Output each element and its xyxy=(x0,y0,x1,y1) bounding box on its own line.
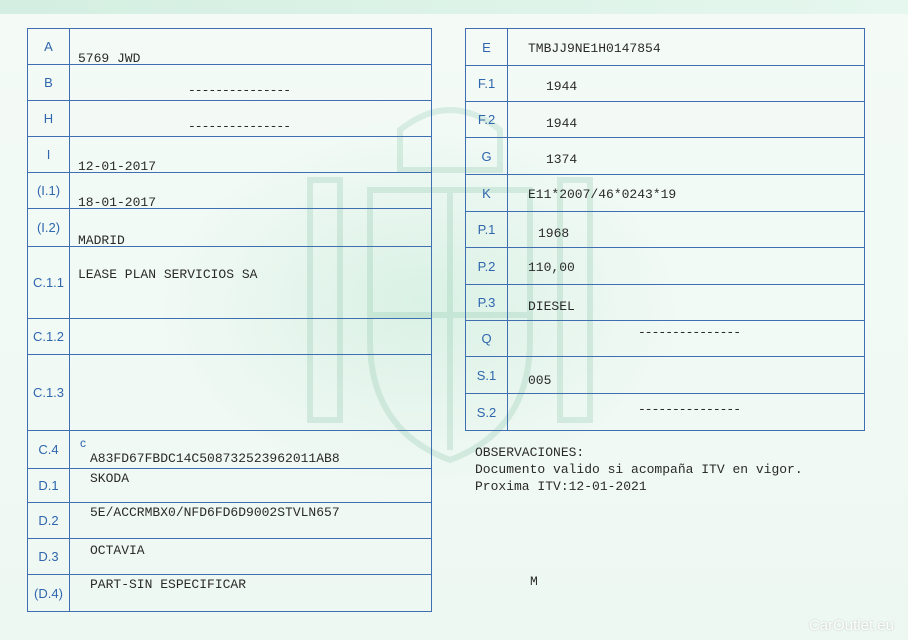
row-i xyxy=(28,137,431,173)
field-code: S.2 xyxy=(466,394,508,430)
row-c13 xyxy=(28,355,431,431)
field-value-type: 5E/ACCRMBX0/NFD6FD6D9002STVLN657 xyxy=(90,505,340,520)
row-e xyxy=(466,29,864,66)
row-d3 xyxy=(28,539,431,575)
observations-line: Proxima ITV:12-01-2021 xyxy=(475,479,647,494)
field-value-fuel: DIESEL xyxy=(528,299,575,314)
row-g xyxy=(466,138,864,175)
field-value-model: OCTAVIA xyxy=(90,543,145,558)
field-value-registration-date: 12-01-2017 xyxy=(78,159,157,174)
field-code: C.1.3 xyxy=(28,355,70,430)
row-c12 xyxy=(28,319,431,355)
field-code: D.2 xyxy=(28,503,70,538)
row-p1 xyxy=(466,212,864,248)
field-value-city: MADRID xyxy=(78,233,125,248)
field-value-vin: TMBJJ9NE1H0147854 xyxy=(528,41,661,56)
observations-block xyxy=(475,444,803,495)
row-q xyxy=(466,321,864,357)
field-code: D.3 xyxy=(28,539,70,574)
field-code: C.1.2 xyxy=(28,319,70,354)
mark-letter: M xyxy=(530,574,538,589)
field-value-holder: LEASE PLAN SERVICIOS SA xyxy=(78,267,258,282)
row-k xyxy=(466,175,864,212)
field-code: C.4 xyxy=(28,431,70,468)
field-code: S.1 xyxy=(466,357,508,393)
observations-line: Documento valido si acompaña ITV en vigor. xyxy=(475,462,803,477)
field-value-seats: 005 xyxy=(528,373,552,388)
field-value-mass: 1944 xyxy=(546,79,578,94)
field-value-commercial-name: PART-SIN ESPECIFICAR xyxy=(90,577,247,592)
field-code: I xyxy=(28,137,70,172)
field-code: P.3 xyxy=(466,285,508,320)
field-code: F.2 xyxy=(466,102,508,137)
field-prefix: c xyxy=(80,436,86,450)
row-p3 xyxy=(466,285,864,321)
row-d2 xyxy=(28,503,431,539)
row-i2 xyxy=(28,209,431,247)
row-s1 xyxy=(466,357,864,394)
field-code: P.2 xyxy=(466,248,508,284)
field-code: F.1 xyxy=(466,66,508,101)
field-value-make: SKODA xyxy=(90,471,130,486)
field-code: D.1 xyxy=(28,469,70,502)
field-value-empty-dashes: --------------- xyxy=(188,119,291,134)
field-value-approval: E11*2007/46*0243*19 xyxy=(528,187,677,202)
site-watermark-logo: CarOutlet.eu xyxy=(808,617,894,634)
row-a xyxy=(28,29,431,65)
field-code: E xyxy=(466,29,508,65)
field-value-mass: 1374 xyxy=(546,152,578,167)
field-code: A xyxy=(28,29,70,64)
row-h xyxy=(28,101,431,137)
field-value-mass: 1944 xyxy=(546,116,578,131)
row-s2 xyxy=(466,394,864,430)
field-value-empty-dashes: --------------- xyxy=(188,83,291,98)
row-p2 xyxy=(466,248,864,285)
field-value-plate: 5769 JWD xyxy=(78,51,141,66)
observations-title: OBSERVACIONES: xyxy=(475,445,585,460)
right-fields-table xyxy=(465,28,865,431)
field-code: (I.1) xyxy=(28,173,70,208)
field-code: C.1.1 xyxy=(28,247,70,318)
field-code: P.1 xyxy=(466,212,508,247)
field-code: H xyxy=(28,101,70,136)
row-b xyxy=(28,65,431,101)
field-code: (I.2) xyxy=(28,209,70,246)
field-code: (D.4) xyxy=(28,575,70,612)
field-code: B xyxy=(28,65,70,100)
row-i1 xyxy=(28,173,431,209)
field-value-power: 110,00 xyxy=(528,260,575,275)
row-f1 xyxy=(466,66,864,102)
field-value-date: 18-01-2017 xyxy=(78,195,157,210)
field-value-empty-dashes: --------------- xyxy=(638,325,741,340)
field-code: G xyxy=(466,138,508,174)
field-code: Q xyxy=(466,321,508,356)
field-code: K xyxy=(466,175,508,211)
top-band xyxy=(0,0,908,14)
field-value-displacement: 1968 xyxy=(538,226,570,241)
row-f2 xyxy=(466,102,864,138)
field-value-empty-dashes: --------------- xyxy=(638,402,741,417)
row-d1 xyxy=(28,469,431,503)
row-c4 xyxy=(28,431,431,469)
row-d4 xyxy=(28,575,431,612)
row-c11 xyxy=(28,247,431,319)
left-fields-table xyxy=(27,28,432,612)
field-value-hash: A83FD67FBDC14C508732523962011AB8 xyxy=(90,451,340,466)
